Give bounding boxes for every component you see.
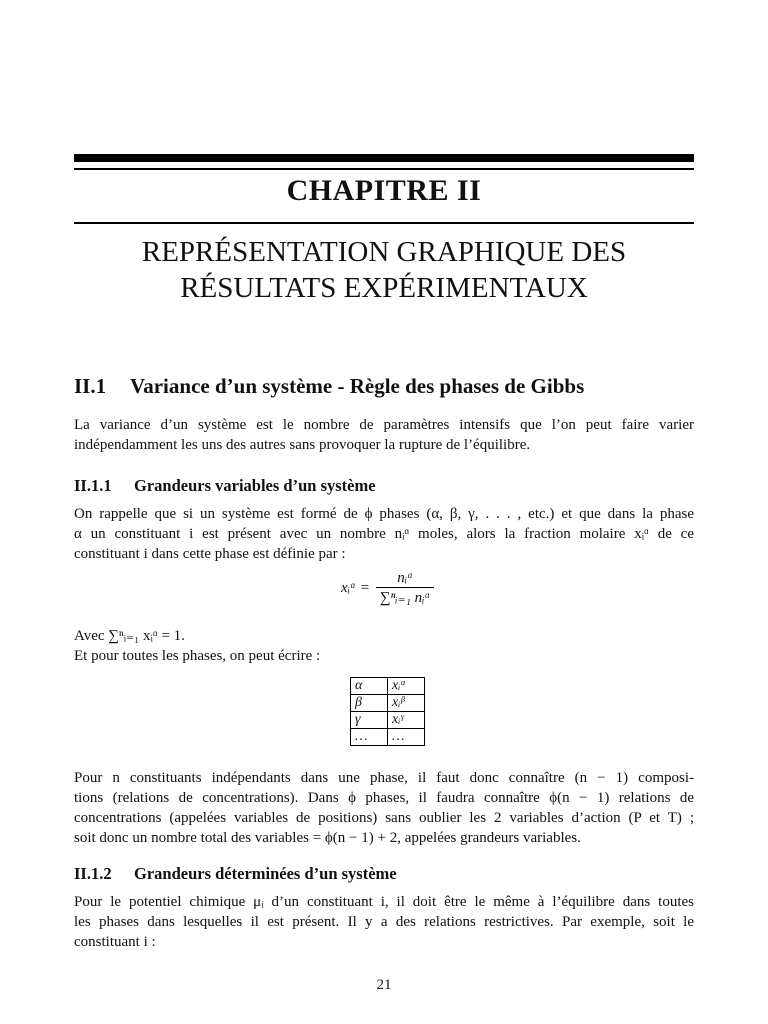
variables-paragraph — [74, 504, 694, 564]
paragraph-line: soit donc un nombre total des variables = ϕ(n − 1) + 2, appelées grandeurs variables. — [74, 830, 581, 846]
paragraph-line: On rappelle que si un système est formé de ϕ phases (α, β, γ, . . . , etc.) et que dans la phase — [74, 506, 694, 522]
paragraph-line: indépendamment les uns des autres sans provoquer la rupture de l’équilibre. — [74, 437, 531, 453]
intro-paragraph — [74, 415, 694, 455]
page-number: 21 — [376, 977, 392, 993]
subsection-number: II.1.1 — [74, 476, 112, 495]
paragraph-line: Pour n constituants indépendants dans une phase, il faut donc connaître (n − 1) composi- — [74, 770, 694, 786]
subsection-number: II.1.2 — [74, 864, 112, 883]
chapter-title-line: REPRÉSENTATION GRAPHIQUE DES — [141, 236, 627, 268]
chapter-title-line: RÉSULTATS EXPÉRIMENTAUX — [180, 272, 588, 304]
table-cell: … — [351, 729, 388, 746]
subsection-title: Grandeurs variables d’un système — [134, 476, 376, 495]
paragraph-line: concentrations (appelées variables de positions) sans oublier les 2 variables d’action (P et T) ; — [74, 810, 694, 826]
sum-paragraph — [74, 626, 694, 666]
table-row — [351, 729, 425, 746]
paragraph-line: La variance d’un système est le nombre de paramètres intensifs que l’on peut faire varier — [74, 417, 694, 433]
table-cell: β — [351, 695, 388, 712]
chapter-rule-thick — [74, 154, 694, 162]
formula-lhs: xᵢᵅ = — [341, 580, 370, 596]
table-cell: γ — [351, 712, 388, 729]
paragraph-line: Pour le potentiel chimique μᵢ d’un constituant i, il doit être le même à l’équilibre dans toutes — [74, 894, 694, 910]
formula-denominator: ∑ⁿᵢ₌₁ nᵢᵅ — [379, 590, 431, 606]
chapter-rule-thin-bottom — [74, 222, 694, 224]
section-title: Variance d’un système - Règle des phases de Gibbs — [130, 374, 585, 398]
chapter-number: CHAPITRE II — [286, 174, 482, 207]
formula-numerator: nᵢᵅ — [376, 570, 435, 588]
subsection-heading-2 — [74, 864, 397, 884]
table-cell: xᵢᵅ — [388, 678, 425, 695]
paragraph-line: constituant i dans cette phase est définie par : — [74, 546, 346, 562]
chapter-title — [74, 234, 694, 306]
table-row — [351, 695, 425, 712]
table-cell: … — [388, 729, 425, 746]
table-cell: α — [351, 678, 388, 695]
potential-paragraph — [74, 892, 694, 952]
paragraph-line: tions (relations de concentrations). Dans ϕ phases, il faudra connaître ϕ(n − 1) relations de — [74, 790, 694, 806]
table-cell: xᵢᵞ — [388, 712, 425, 729]
phase-table — [350, 677, 425, 746]
table-row — [351, 712, 425, 729]
paragraph-line: les phases dans lesquelles il est présent. Il y a des relations restrictives. Par exemple, soit le — [74, 914, 694, 930]
mole-fraction-formula — [340, 570, 434, 607]
paragraph-line: constituant i : — [74, 934, 156, 950]
paragraph-line: α un constituant i est présent avec un nombre nᵢᵅ moles, alors la fraction molaire xᵢᵅ de ce — [74, 526, 694, 542]
chapter-rule-thin-top — [74, 168, 694, 170]
constituents-paragraph — [74, 768, 694, 848]
subsection-heading-1 — [74, 476, 376, 496]
section-heading — [74, 374, 584, 399]
section-number: II.1 — [74, 374, 107, 398]
paragraph-line: Et pour toutes les phases, on peut écrire : — [74, 648, 321, 664]
table-row — [351, 678, 425, 695]
subsection-title: Grandeurs déterminées d’un système — [134, 864, 397, 883]
paragraph-line: Avec ∑ⁿᵢ₌₁ xᵢᵅ = 1. — [74, 628, 185, 644]
table-cell: xᵢᵝ — [388, 695, 425, 712]
